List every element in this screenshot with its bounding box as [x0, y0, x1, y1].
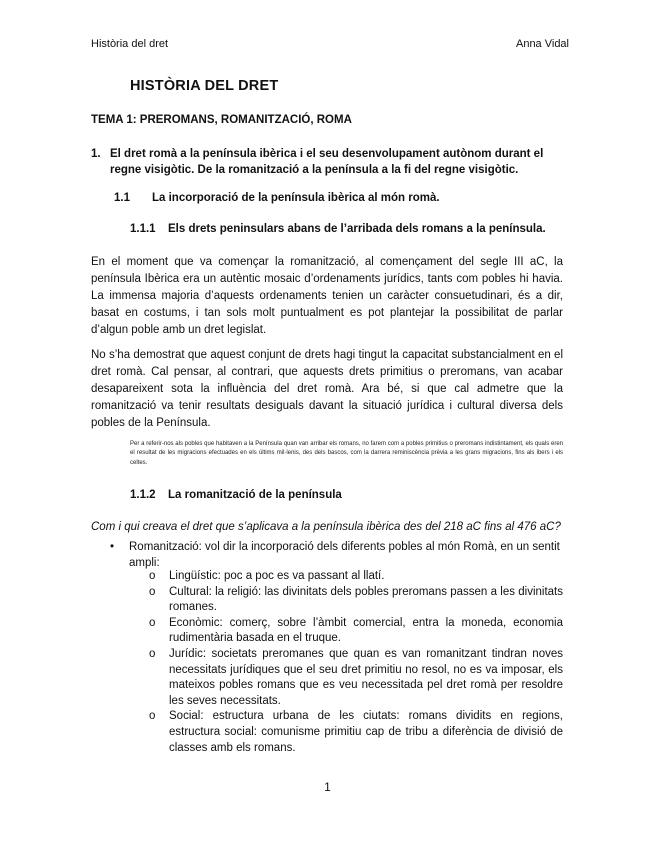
section-1-1-1-number: 1.1.1	[130, 223, 156, 235]
sub-item	[149, 585, 563, 616]
sub-item-text: Jurídic: societats preromanes que quan es van romanitzant tindran noves necessitats jurídiques que el seu dret primitiu no resol, no es va imposar, els mateixos pobles romans que es veu necessitada pel dret romà per resoldre les seves necessitats.	[169, 647, 563, 707]
sub-item	[149, 616, 563, 647]
sub-item-text: Econòmic: comerç, sobre l’àmbit comercial, entra la moneda, economia rudimentària basada en el truque.	[169, 616, 563, 645]
section-1-1-1-text: Els drets peninsulars abans de l’arribada dels romans a la península.	[168, 223, 546, 235]
sub-item-symbol: o	[149, 647, 156, 660]
sub-item	[149, 709, 563, 756]
document-title: HISTÒRIA DEL DRET	[130, 78, 279, 94]
paragraph-2: No s’ha demostrat que aquest conjunt de drets hagi tingut la capacitat substancialment en el dret romà. Cal pensar, al contrari, que aquests drets primitius o preromans, van acabar desapareixent sota la influència del dret romà. Ara bé, si que cal admetre que la romanització va tenir resultats desiguals davant la situació jurídica i cultural diversa dels pobles de la Península.	[91, 349, 563, 429]
section-1-heading	[91, 146, 563, 178]
section-1-1-heading	[114, 192, 440, 204]
sub-item	[149, 569, 563, 585]
header-right: Anna Vidal	[515, 38, 569, 50]
sub-item-text: Cultural: la religió: las divinitats dels pobles preromans passen a les divinitats romanes.	[169, 585, 563, 614]
bullet-item	[110, 539, 563, 571]
sub-item-symbol: o	[149, 710, 156, 723]
sub-item	[149, 647, 563, 709]
sub-item-symbol: o	[149, 570, 156, 582]
bullet-symbol: •	[110, 541, 115, 553]
sub-list	[149, 569, 563, 756]
section-1-text: El dret romà a la península ibèrica i el seu desenvolupament autònom durant el regne visigòtic. De la romanització a la península a la fi del regne visigòtic.	[110, 148, 544, 176]
sub-item-text: Lingüístic: poc a poc es va passant al llatí.	[169, 570, 385, 582]
section-1-1-text: La incorporació de la península ibèrica al món romà.	[152, 192, 440, 204]
sub-item-text: Social: estructura urbana de les ciutats: romans dividits en regions, estructura social: comunisme primitiu cap de tribu a diferència de divisió de classes amb els romans.	[169, 710, 563, 754]
section-1-1-1-heading	[130, 223, 546, 235]
footnote: Per a referir-nos als pobles que habitaven a la Península quan van arribar els romans, no farem com a pobles primitius o preromans indistintament, els quals eren el resultat de les migracions efectuades en els últims mil·lenis, des dels bascos, com la darrera reminiscència prèvia a les grans migracions, fins als ibers i els celtes.	[130, 441, 563, 466]
section-1-1-number: 1.1	[114, 192, 130, 204]
header-left: Història del dret	[91, 38, 169, 50]
sub-item-symbol: o	[149, 616, 156, 629]
section-1-1-2-number: 1.1.2	[130, 489, 156, 501]
tema-heading: TEMA 1: PREROMANS, ROMANITZACIÓ, ROMA	[91, 114, 352, 126]
paragraph-1: En el moment que va començar la romanització, al començament del segle III aC, la península Ibèrica era un autèntic mosaic d’ordenaments jurídics, tants com pobles hi havia. La immensa majoria d’aquests ordenaments tenien un caràcter consuetudinari, és a dir, basat en costums, i tan sols molt puntualment es pot plantejar la possibilitat de parlar d’algun poble amb un dret legislat.	[91, 256, 563, 336]
question-text: Com i qui creava el dret que s’aplicava a la península ibèrica des del 218 aC fins al 476 aC?	[91, 521, 561, 533]
page-number: 1	[324, 780, 331, 794]
section-1-1-2-heading	[130, 489, 342, 501]
sub-item-symbol: o	[149, 585, 156, 598]
bullet-text: Romanització: vol dir la incorporació dels diferents pobles al món Romà, en un sentit ampli:	[129, 541, 560, 569]
section-1-number: 1.	[91, 148, 101, 160]
section-1-1-2-text: La romanització de la península	[168, 489, 342, 501]
